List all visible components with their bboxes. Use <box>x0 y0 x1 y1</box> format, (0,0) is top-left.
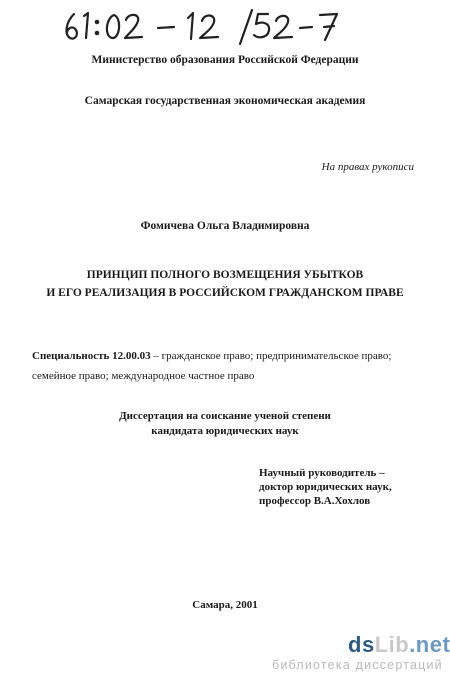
title-line-2: И ЕГО РЕАЛИЗАЦИЯ В РОССИЙСКОМ ГРАЖДАНСКОМ ПРАВЕ <box>46 287 404 299</box>
watermark-subtitle: библиотека диссертаций <box>272 658 443 672</box>
watermark-logo <box>348 632 450 658</box>
handwritten-archive-number <box>62 8 342 48</box>
supervisor-label: Научный руководитель – <box>259 467 385 479</box>
dissertation-degree-line-1: Диссертация на соискание ученой степени <box>119 410 331 422</box>
dissertation-degree-line-2: кандидата юридических наук <box>151 425 299 437</box>
watermark-logo-part-2: Lib <box>374 632 410 657</box>
specialty-code: Специальность 12.00.03 <box>32 350 151 362</box>
rights-note: На правах рукописи <box>321 161 414 173</box>
specialty-line-2: семейное право; международное частное право <box>32 370 255 382</box>
supervisor-name: профессор В.А.Хохлов <box>259 495 371 507</box>
specialty-line-1 <box>32 350 391 362</box>
academy-name: Самарская государственная экономическая академия <box>84 95 366 107</box>
supervisor-degree: доктор юридических наук, <box>259 481 392 493</box>
specialty-fields: – гражданское право; предпринимательское право; <box>150 350 392 362</box>
title-line-1: ПРИНЦИП ПОЛНОГО ВОЗМЕЩЕНИЯ УБЫТКОВ <box>86 269 364 281</box>
watermark-logo-part-1: ds <box>348 632 375 657</box>
watermark-logo-part-3: .net <box>409 632 450 657</box>
author-name: Фомичева Ольга Владимировна <box>140 220 310 232</box>
handwritten-number-graphic <box>62 8 342 48</box>
ministry-name: Министерство образования Российской Федерации <box>91 54 359 66</box>
place-and-year: Самара, 2001 <box>192 599 258 611</box>
